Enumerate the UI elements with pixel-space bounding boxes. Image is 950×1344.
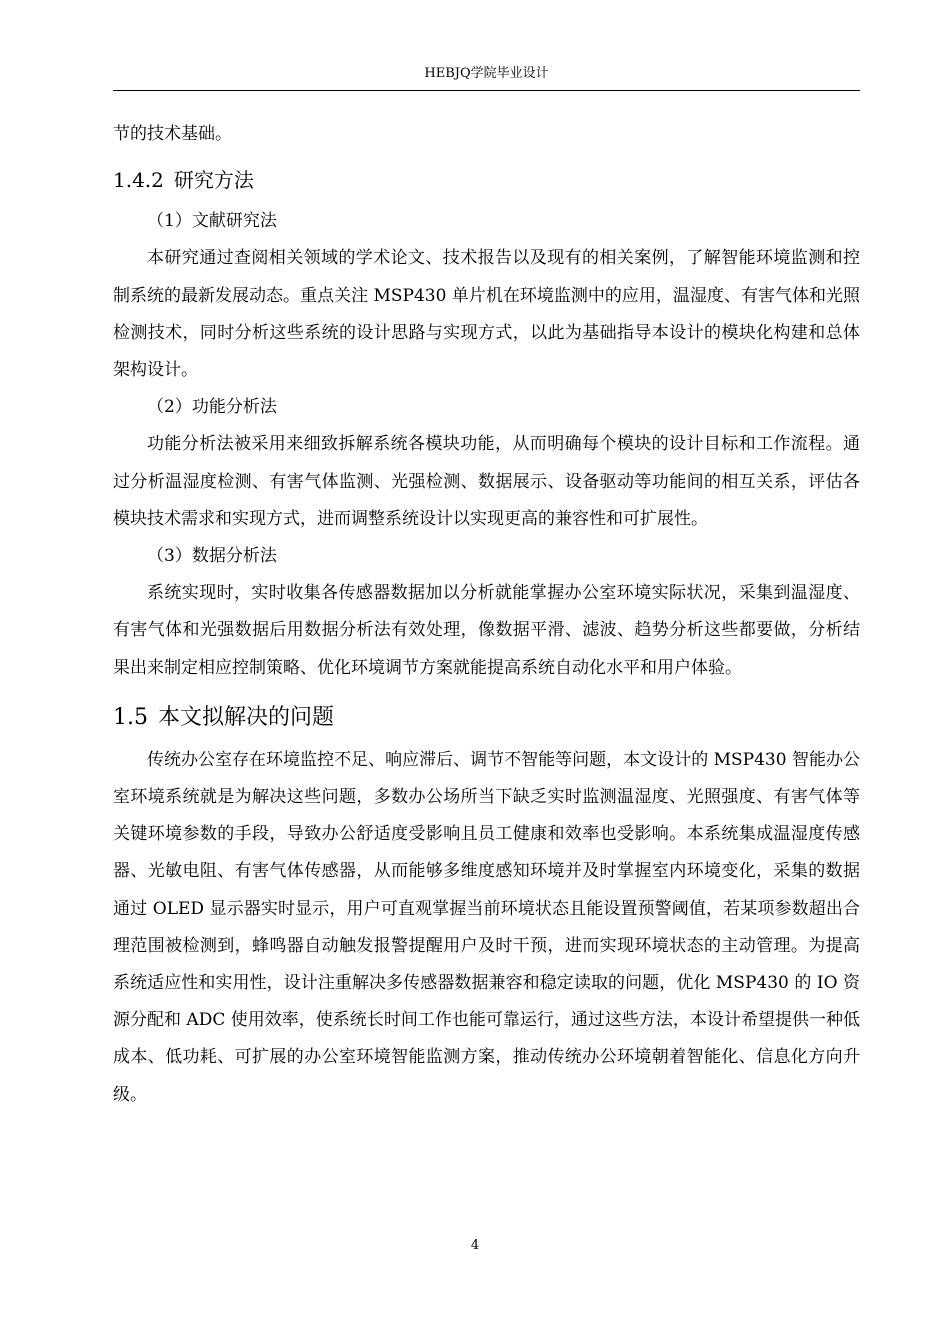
- method-1-title: （1）文献研究法: [147, 211, 277, 232]
- document-body: [113, 116, 860, 1114]
- method-1-text: 本研究通过查阅相关领域的学术论文、技术报告以及现有的相关案例，了解智能环境监测和控制系统的最新发展动态。重点关注 MSP430 单片机在环境监测中的应用，温湿度、有害气体和光照检测技术，同时分析这些系统的设计思路与实现方式，以此为基础指导本设计的模块化构建和总体架构设计。: [113, 248, 860, 381]
- paragraph-continuation: 节的技术基础。: [113, 124, 232, 144]
- section-title: 本文拟解决的问题: [158, 704, 335, 730]
- method-3-title: （3）数据分析法: [147, 546, 277, 567]
- method-2-text: 功能分析法被采用来细致拆解系统各模块功能，从而明确每个模块的设计目标和工作流程。通过分析温湿度检测、有害气体监测、光强检测、数据展示、设备驱动等功能间的相互关系，评估各模块技术需求和实现方式，进而调整系统设计以实现更高的兼容性和可扩展性。: [113, 434, 860, 529]
- section-1-5-text: 传统办公室存在环境监控不足、响应滞后、调节不智能等问题，本文设计的 MSP430 智能办公室环境系统就是为解决这些问题，多数办公场所当下缺乏实时监测温湿度、光照强度、有害气体等关键环境参数的手段，导致办公舒适度受影响且员工健康和效率也受影响。本系统集成温湿度传感器、光敏电阻、有害气体传感器，从而能够多维度感知环境并及时掌握室内环境变化，采集的数据通过 OLED 显示器实时显示，用户可直观掌握当前环境状态且能设置预警阈值，若某项参数超出合理范围被检测到，蜂鸣器自动触发报警提醒用户及时干预，进而实现环境状态的主动管理。为提高系统适应性和实用性，设计注重解决多传感器数据兼容和稳定读取的问题，优化 MSP430 的 IO 资源分配和 ADC 使用效率，使系统长时间工作也能可靠运行，通过这些方法，本设计希望提供一种低成本、低功耗、可扩展的办公室环境智能监测方案，推动传统办公环境朝着智能化、信息化方向升级。: [113, 749, 860, 1105]
- page-number: 4: [470, 1238, 480, 1253]
- section-number: 1.4.2: [113, 168, 164, 193]
- section-heading-1-5: [113, 701, 860, 735]
- section-title: 研究方法: [173, 168, 254, 193]
- page-footer: [0, 1238, 950, 1253]
- page-header: [113, 62, 860, 91]
- method-2-title: （2）功能分析法: [147, 397, 277, 418]
- method-3-text: 系统实现时，实时收集各传感器数据加以分析就能掌握办公室环境实际状况，采集到温湿度、有害气体和光强数据后用数据分析法有效处理，像数据平滑、滤波、趋势分析这些都要做，分析结果出来制定相应控制策略、优化环境调节方案就能提高系统自动化水平和用户体验。: [113, 583, 860, 678]
- header-title: HEBJQ学院毕业设计: [424, 66, 549, 81]
- section-heading-1-4-2: [113, 165, 860, 195]
- section-number: 1.5: [113, 704, 148, 730]
